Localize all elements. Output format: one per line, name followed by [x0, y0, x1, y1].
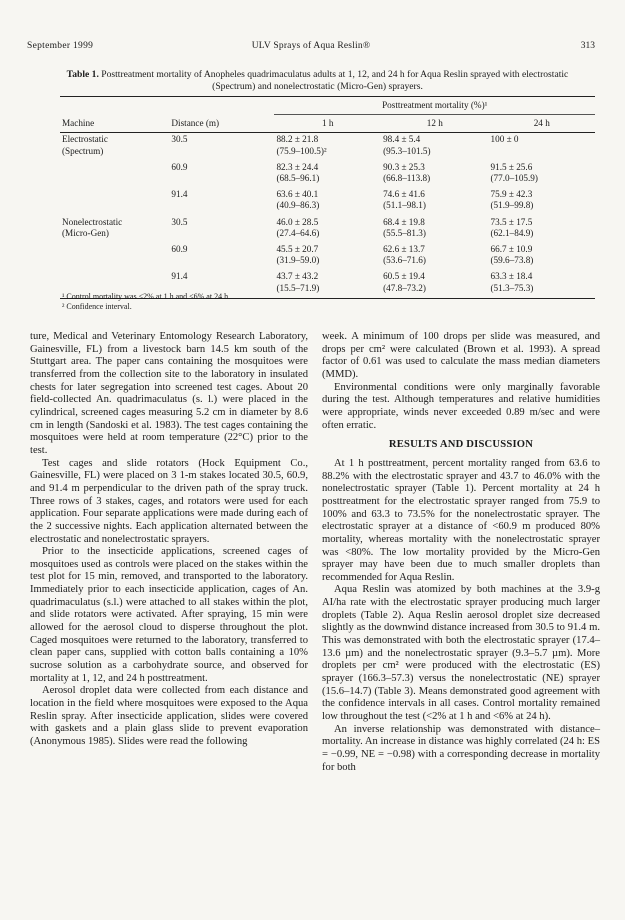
cell-24h-value: 75.9 ± 42.3 — [490, 189, 533, 200]
cell-12h — [381, 243, 488, 270]
cell-machine — [60, 188, 169, 215]
cell-24h-value: 100 ± 0 — [490, 134, 519, 145]
paragraph: week. A minimum of 100 drops per slide was measured, and drops per cm² were calculated (Brown et al. 1993). A spread factor of 0.61 was used to calculate the mass median diameters (MMD). — [322, 331, 600, 380]
cell-1h-value: 63.6 ± 40.1 — [276, 189, 319, 200]
cell-24h — [489, 243, 596, 270]
col-header-distance: Distance (m) — [171, 118, 220, 129]
cell-distance — [169, 216, 274, 243]
cell-24h-sub: (51.3–75.3) — [490, 282, 534, 293]
cell-24h-value: 63.3 ± 18.4 — [490, 271, 533, 282]
cell-distance — [169, 188, 274, 215]
mortality-table — [60, 96, 595, 299]
cell-1h — [274, 216, 381, 243]
cell-12h-sub: (47.8–73.2) — [383, 282, 426, 293]
paragraph: ture, Medical and Veterinary Entomology Research Laboratory, Gainesville, FL) from a livestock barn 14.5 km south of the Stuttgart area. The paper cans containing the mosquitoes were transferred from the collection site to the laboratory in insulated chests for later segregation into screened test cages. About 20 field-collected An. quadrimaculatus (s. l.) were placed in the cylindrical, screened cages measuring 5.2 cm in diameter by 8.6 cm in length (Sandoski et al. 1983). The test cages containing the mosquitoes were held at room temperature (22°C) prior to the test. — [30, 331, 308, 456]
cell-distance — [169, 133, 274, 161]
table-row — [60, 188, 595, 215]
footnote-2: ² Confidence interval. — [62, 302, 132, 311]
paragraph: Prior to the insecticide applications, screened cages of mosquitoes used as controls were placed on the stakes within the test plot for 15 min, removed, and transported to the laboratory. Immediately prior to each insecticide application, cages of An. quadrimaculatus (s.l.) were attached to all stakes within the plot, and slide rotators were activated. After spraying, 15 min were allowed for the aerosol cloud to disperse throughout the plot. Caged mosquitoes were returned to the laboratory, transferred to clean paper cans, supplied with cotton balls containing a 10% sucrose solution as a carbohydrate source, and observed for mortality at 1, 12, and 24 h posttreatment. — [30, 546, 308, 684]
table-row — [60, 243, 595, 270]
right-column — [322, 331, 600, 774]
cell-machine — [60, 161, 169, 188]
table-row — [60, 133, 595, 161]
cell-machine — [60, 133, 169, 161]
cell-1h-sub: (68.5–96.1) — [276, 173, 320, 184]
cell-distance-value: 91.4 — [171, 189, 188, 200]
cell-1h-value: 45.5 ± 20.7 — [276, 244, 319, 255]
cell-12h-value: 62.6 ± 13.7 — [383, 244, 425, 255]
page-number: 313 — [580, 41, 595, 51]
table-body — [60, 133, 595, 298]
header-date: September 1999 — [27, 41, 94, 51]
cell-12h-value: 90.3 ± 25.3 — [383, 161, 425, 172]
cell-24h — [489, 161, 596, 188]
cell-24h — [489, 188, 596, 215]
header-title: ULV Sprays of Aqua Reslin® — [251, 41, 371, 51]
cell-1h — [274, 161, 381, 188]
cell-24h-sub: (77.0–105.9) — [490, 173, 538, 184]
cell-12h — [381, 188, 488, 215]
cell-1h-value: 46.0 ± 28.5 — [276, 216, 319, 227]
cell-distance-value: 60.9 — [171, 244, 188, 255]
paragraph: At 1 h posttreatment, percent mortality ranged from 63.6 to 88.2% with the electrostatic sprayer and 43.7 to 46.0% with the nonelectrostatic sprayer (Table 1). Percent mortality at 24 h posttreatment for the electrostatic sprayer ranged from 75.9 to 100% and 63.3 to 73.5% for the nonelectrostatic sprayer. The electrostatic sprayer at a distance of <60.9 m produced 80% mortality, whereas mortality with the nonelectrostatic sprayer was <80%. The low mortality provided by the Micro-Gen sprayer may have been due to much smaller droplets than recommended for Aqua Reslin. — [322, 457, 600, 583]
table-footnotes — [62, 292, 230, 312]
cell-24h — [489, 270, 596, 298]
col-header-12h: 12 h — [426, 118, 443, 129]
cell-12h — [381, 216, 488, 243]
paragraph: Environmental conditions were only marginally favorable during the test. Although temperatures and relative humidities were appropriate, winds never exceeded 0.89 m/sec and were often erratic. — [322, 381, 600, 431]
cell-machine — [60, 243, 169, 270]
cell-12h — [381, 161, 488, 188]
cell-12h-value: 60.5 ± 19.4 — [383, 271, 425, 282]
running-header — [27, 41, 595, 53]
cell-1h-sub: (27.4–64.6) — [276, 227, 320, 238]
left-column — [30, 331, 308, 749]
paragraph: An inverse relationship was demonstrated with distance–mortality. An increase in distance was highly correlated (24 h: ES = −0.99, NE = −0.98) with a corresponding decrease in mortality for both — [322, 723, 600, 773]
cell-12h — [381, 270, 488, 298]
col-header-24h: 24 h — [533, 118, 550, 129]
cell-12h-sub: (55.5–81.3) — [383, 227, 426, 238]
cell-24h-sub: (62.1–84.9) — [490, 227, 534, 238]
cell-24h-value: 91.5 ± 25.6 — [490, 161, 533, 172]
table-row — [60, 161, 595, 188]
cell-distance-value: 60.9 — [171, 161, 188, 172]
cell-machine-sub: (Spectrum) — [62, 145, 104, 156]
col-header-1h: 1 h — [322, 118, 334, 129]
cell-24h-sub: (59.6–73.8) — [490, 255, 534, 266]
cell-distance-value: 30.5 — [171, 216, 188, 227]
cell-distance-value: 91.4 — [171, 271, 188, 282]
paragraph: Test cages and slide rotators (Hock Equipment Co., Gainesville, FL) were placed on 3 1-m stakes located 30.5, 60.9, and 91.4 m perpendicular to the driven path of the spray truck. Three rows of 3 stakes, cages, and rotators were used for each application. Four separate applications were made during each of the 2 successive nights. Each application alternated between the electrostatic and nonelectrostatic sprayers. — [30, 457, 308, 545]
cell-12h-sub: (53.6–71.6) — [383, 255, 426, 266]
cell-1h — [274, 188, 381, 215]
cell-1h-sub: (40.9–86.3) — [276, 200, 320, 211]
cell-machine-sub: (Micro-Gen) — [62, 227, 109, 238]
cell-distance — [169, 243, 274, 270]
cell-12h — [381, 133, 488, 161]
cell-12h-sub: (66.8–113.8) — [383, 173, 431, 184]
cell-distance — [169, 161, 274, 188]
cell-1h — [274, 133, 381, 161]
cell-12h-value: 68.4 ± 19.8 — [383, 216, 425, 227]
cell-1h — [274, 243, 381, 270]
cell-12h-sub: (95.3–101.5) — [383, 145, 431, 156]
cell-1h-sub: (15.5–71.9) — [276, 282, 320, 293]
footnote-1: ¹ Control mortality was <2% at 1 h and <6% at 24 h. — [62, 292, 231, 301]
cell-1h-sub: (75.9–100.5)² — [276, 145, 327, 156]
cell-distance-value: 30.5 — [171, 134, 188, 145]
cell-machine-value: Nonelectrostatic — [62, 216, 123, 227]
cell-1h — [274, 270, 381, 298]
table-caption — [48, 69, 587, 93]
cell-24h — [489, 133, 596, 161]
group-header: Posttreatment mortality (%)¹ — [274, 97, 595, 115]
cell-24h-sub: (51.9–99.8) — [490, 200, 534, 211]
cell-1h-value: 82.3 ± 24.4 — [276, 161, 319, 172]
cell-1h-sub: (31.9–59.0) — [276, 255, 320, 266]
paragraph: Aqua Reslin was atomized by both machines at the 3.9-g AI/ha rate with the electrostatic sprayer producing much larger droplets (Table 2). Aqua Reslin aerosol droplet size decreased slightly as the downwind distance increased from 30.5 to 91.4 m. This was demonstrated with both the electrostatic sprayer (17.4–13.6 µm) and the nonelectrostatic sprayer (9.3–5.7 µm). More droplets per cm² were produced with the electrostatic (ES) sprayer (166.3–57.3) versus the nonelectrostatic (NE) sprayer (15.6–14.7) (Table 3). Means demonstrated good agreement with the confidence intervals in all cases. Control mortality remained low throughout the test (<2% at 1 h and <6% at 24 h). — [322, 584, 600, 723]
cell-12h-sub: (51.1–98.1) — [383, 200, 426, 211]
cell-1h-value: 88.2 ± 21.8 — [276, 134, 319, 145]
cell-12h-value: 74.6 ± 41.6 — [383, 189, 425, 200]
cell-machine — [60, 216, 169, 243]
cell-24h-value: 73.5 ± 17.5 — [490, 216, 533, 227]
col-header-machine: Machine — [62, 118, 95, 129]
cell-machine-value: Electrostatic — [62, 134, 108, 145]
table-label: Table 1. — [66, 69, 99, 80]
section-heading: RESULTS AND DISCUSSION — [388, 439, 534, 451]
table-row — [60, 216, 595, 243]
cell-12h-value: 98.4 ± 5.4 — [383, 134, 421, 145]
paragraph: Aerosol droplet data were collected from each distance and location in the field where mosquitoes were exposed to the Aqua Reslin spray. After insecticide application, slides were covered with gaskets and a plain glass slide to prevent evaporation (Anonymous 1985). Slides were read the following — [30, 685, 308, 747]
table-caption-text: Posttreatment mortality of Anopheles quadrimaculatus adults at 1, 12, and 24 h for Aqua Reslin sprayed with electrostatic (Spectrum) and nonelectrostatic (Micro-Gen) sprayers. — [101, 69, 569, 92]
cell-24h-value: 66.7 ± 10.9 — [490, 244, 533, 255]
cell-1h-value: 43.7 ± 43.2 — [276, 271, 319, 282]
cell-24h — [489, 216, 596, 243]
